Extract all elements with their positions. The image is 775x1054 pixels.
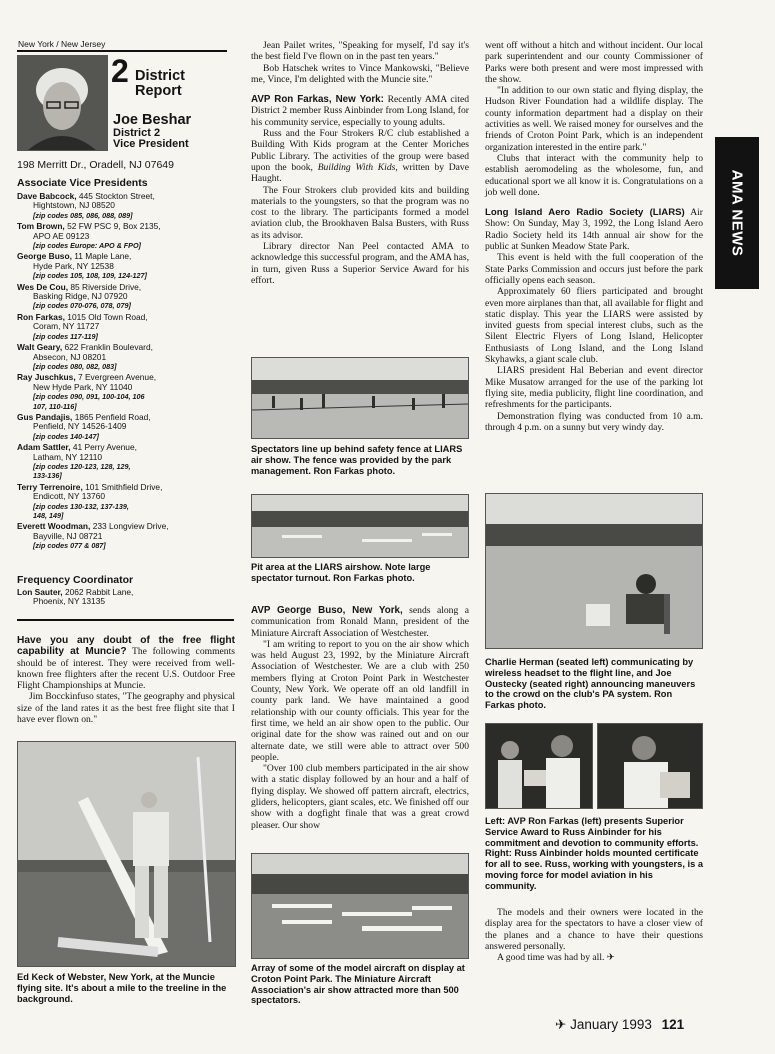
report-title-line1: District (135, 68, 185, 84)
avp-list (17, 192, 227, 553)
croton-photo-graphic (252, 854, 468, 958)
avp-entry: Dave Babcock, 445 Stockton Street, Hightstown, NJ 08520 [zip codes 085, 086, 088, 089] (17, 191, 155, 220)
region-label: New York / New Jersey (18, 39, 106, 49)
vp-title-line2: Vice President (113, 138, 189, 150)
col2-text-top: Jean Pailet writes, "Speaking for myself, I'd say it's the best field I've flown on in the past ten years." Bob Hatschek writes to Vince Mankowski, "Believe me, Vince, I'm delighted with the Muncie site." AVP Ron Farkas, New York: Recently AMA cited District 2 member Russ Ainbinder from Long Island, for his community service, especially to young adults. Russ and the Four Strokers R/C club established a Building With Kids program at the Center Moriches Public Library. The activities of the group were based upon the book, Building With Kids, written by Dave Haught. The Four Strokers club provided kits and building materials to the youngsters, so that the program was no cost to the library. The participants formed a model aviation club, the Brookhaven Balsa Busters, with Russ as its advisor. Library director Nan Peel contacted AMA to acknowledge this successful program, and the AMA has, in turn, given Russ a Superior Service Award for his effort. (251, 40, 469, 286)
col3-text-top: went off without a hitch and without incident. Our local park superintendent and our county Commissioner of Parks were both present and were most impressed with the show. "In addition to our own static and flying display, the Hudson River Foundation had a wildlife display. The county information department had a display on their activities as well. We raised money for ourselves and the friends of Croton Point Park, which is an independent organization interested in the entire park." Clubs that interact with the community help to establish aeromodeling as the wholesome, fun, and educational sport we all know it is. Congratulations on a job well done. Long Island Aero Radio Society (LIARS) Air Show: On Sunday, May 3, 1992, the Long Island Aero Radio Society held its 14th annual air show for the public at Sunken Meadow State Park. This event is held with the full cooperation of the State Parks Commission and occurs just before the park officially opens each season. Approximately 60 fliers participated and brought even more airplanes than that, all available for flight and static display. This year the LIARS were assisted by invited guests from special interest clubs, such as the Silent Electric Flyers of Long Island, Helicopter Enthusiasts of Long Island, and the Long Island Skyhawks, a giant scale club. LIARS president Hal Beberian and event director Mike Musatow arranged for the use of the parking lot flying site, media publicity, flight line coordination, and refreshments for the participants. Demonstration flying was conducted from 10 a.m. through 4 p.m. on a sunny but very windy day. (485, 40, 703, 433)
award-left-graphic (486, 724, 592, 808)
pa-system-photo-graphic (486, 494, 702, 648)
avp-entry: Adam Sattler, 41 Perry Avenue, Latham, NY 12110 [zip codes 120-123, 128, 129, 133-136] (17, 442, 137, 481)
vp-address: 198 Merritt Dr., Oradell, NJ 07649 (17, 159, 174, 171)
avp-entry: Everett Woodman, 233 Longview Drive, Bayville, NJ 08721 [zip codes 077 & 087] (17, 521, 169, 551)
award-right-graphic (598, 724, 702, 808)
pit-area-photo (251, 494, 469, 558)
avp-entry: Ron Farkas, 1015 Old Town Road, Coram, NY 11727 [zip codes 117-119] (17, 311, 148, 341)
pa-system-photo (485, 493, 703, 649)
vp-title-line1: District 2 (113, 127, 161, 139)
header-rule (17, 50, 227, 52)
muncie-photo-graphic (18, 742, 235, 966)
vp-name: Joe Beshar (113, 112, 192, 128)
section-tab (715, 137, 759, 289)
avp-entry: Walt Geary, 622 Franklin Boulevard, Absecon, NJ 08201 [zip codes 080, 082, 083] (17, 342, 153, 371)
sidebar-rule (17, 619, 234, 621)
avp-entry: Tom Brown, 52 FW PSC 9, Box 2135, APO AE 09123 [zip codes Europe: APO & FPO] (17, 221, 161, 251)
page-number: 121 (661, 1017, 685, 1032)
district-number: 2 (111, 53, 129, 89)
portrait-graphic (18, 56, 107, 150)
airplane-icon: ✈ (555, 1017, 567, 1032)
croton-point-photo (251, 853, 469, 959)
award-photo-right (597, 723, 703, 809)
liars-spectators-photo (251, 357, 469, 439)
col1-text: Have you any doubt of the free flight capability at Muncie? The following comments should be of interest. They were received from well-known free flighters after the recent U.S. Outdoor Free Flight Championships at Muncie. Jim Bocckinfuso states, "The geography and physical size of the land rates it as the best free flight site that I have ever flown on." (17, 635, 235, 726)
pit-area-caption: Pit area at the LIARS airshow. Note large spectator turnout. Ron Farkas photo. (251, 562, 431, 583)
award-caption: Left: AVP Ron Farkas (left) presents Superior Service Award to Russ Ainbinder for his commitment and devotion to community efforts. Right: Russ Ainbinder holds mounted certificate for all to see. Russ, working with youngsters, is a moving force for model aviation in his community. (485, 816, 704, 891)
freq-entry: Lon Sauter, 2062 Rabbit Lane, Phoenix, NY 13135 (17, 587, 134, 607)
spectators-photo-graphic (252, 358, 468, 438)
report-title-line2: Report (135, 83, 182, 99)
avp-entry: Gus Pandajis, 1865 Penfield Road, Penfield, NY 14526-1409 [zip codes 140-147] (17, 411, 151, 441)
section-tab-label: AMA NEWS (728, 169, 746, 257)
col2-text-bottom: AVP George Buso, New York, sends along a communication from Ronald Mann, president of the Miniature Aircraft Association of Westchester. "I am writing to report to you on the air show which was held August 23, 1992, by the Miniature Aircraft Association of Westchester. We are a club with 250 members flying at Croton Point Park in Westchester County, New York. We operate off an old landfill in county park land. We have maintained a good relationship with our county officials. This year for the first time, we held an air show open to the public. Our original date for the show was rained out and on our alternate date, we still were able to attract over 500 people. "Over 100 club members participated in the air show with a static display followed by an hour and a half of flying display. We showed off pattern aircraft, electrics, gliders, helicopters, giant scales, etc. We finished off our show with a dogfight finale that was a great crowd pleaser. Our show (251, 605, 469, 831)
avp-entry: Terry Terrenoire, 101 Smithfield Drive, Endicott, NY 13760 [zip codes 130-132, 137-139, 148, 149] (17, 481, 163, 520)
issue-date: January 1993 (570, 1017, 652, 1032)
col3-text-bottom: The models and their owners were located in the display area for the spectators to have a closer view of the planes and a chance to have their questions answered personally. A good time was had by all. ✈ (485, 907, 703, 964)
spectators-caption: Spectators line up behind safety fence at LIARS air show. The fence was provided by the park management. Ron Farkas photo. (251, 444, 463, 476)
vp-portrait (17, 55, 108, 151)
muncie-caption: Ed Keck of Webster, New York, at the Muncie flying site. It's about a mile to the treeline in the background. (17, 972, 227, 1004)
avp-heading: Associate Vice Presidents (17, 177, 148, 189)
avp-entry: Wes De Cou, 85 Riverside Drive, Basking Ridge, NJ 07920 [zip codes 070-076, 078, 079] (17, 281, 142, 311)
footer (555, 1017, 715, 1033)
freq-heading: Frequency Coordinator (17, 574, 134, 586)
award-photo-left (485, 723, 593, 809)
pit-area-photo-graphic (252, 495, 468, 557)
avp-entry: Ray Juschkus, 7 Evergreen Avenue, New Hyde Park, NY 11040 [zip codes 090, 091, 100-104, 106 107, 110-116] (17, 372, 157, 411)
avp-entry: George Buso, 11 Maple Lane, Hyde Park, NY 12538 [zip codes 105, 108, 109, 124-127] (17, 251, 147, 281)
croton-caption: Array of some of the model aircraft on display at Croton Point Park. The Miniature Aircraft Association's air show attracted more than 500 spectators. (251, 963, 465, 1006)
muncie-photo (17, 741, 236, 967)
pa-system-caption: Charlie Herman (seated left) communicating by wireless headset to the flight line, and Joe Oustecky (seated right) announcing maneuvers to the crowd on the club's PA system. Ron Farkas photo. (485, 657, 696, 711)
